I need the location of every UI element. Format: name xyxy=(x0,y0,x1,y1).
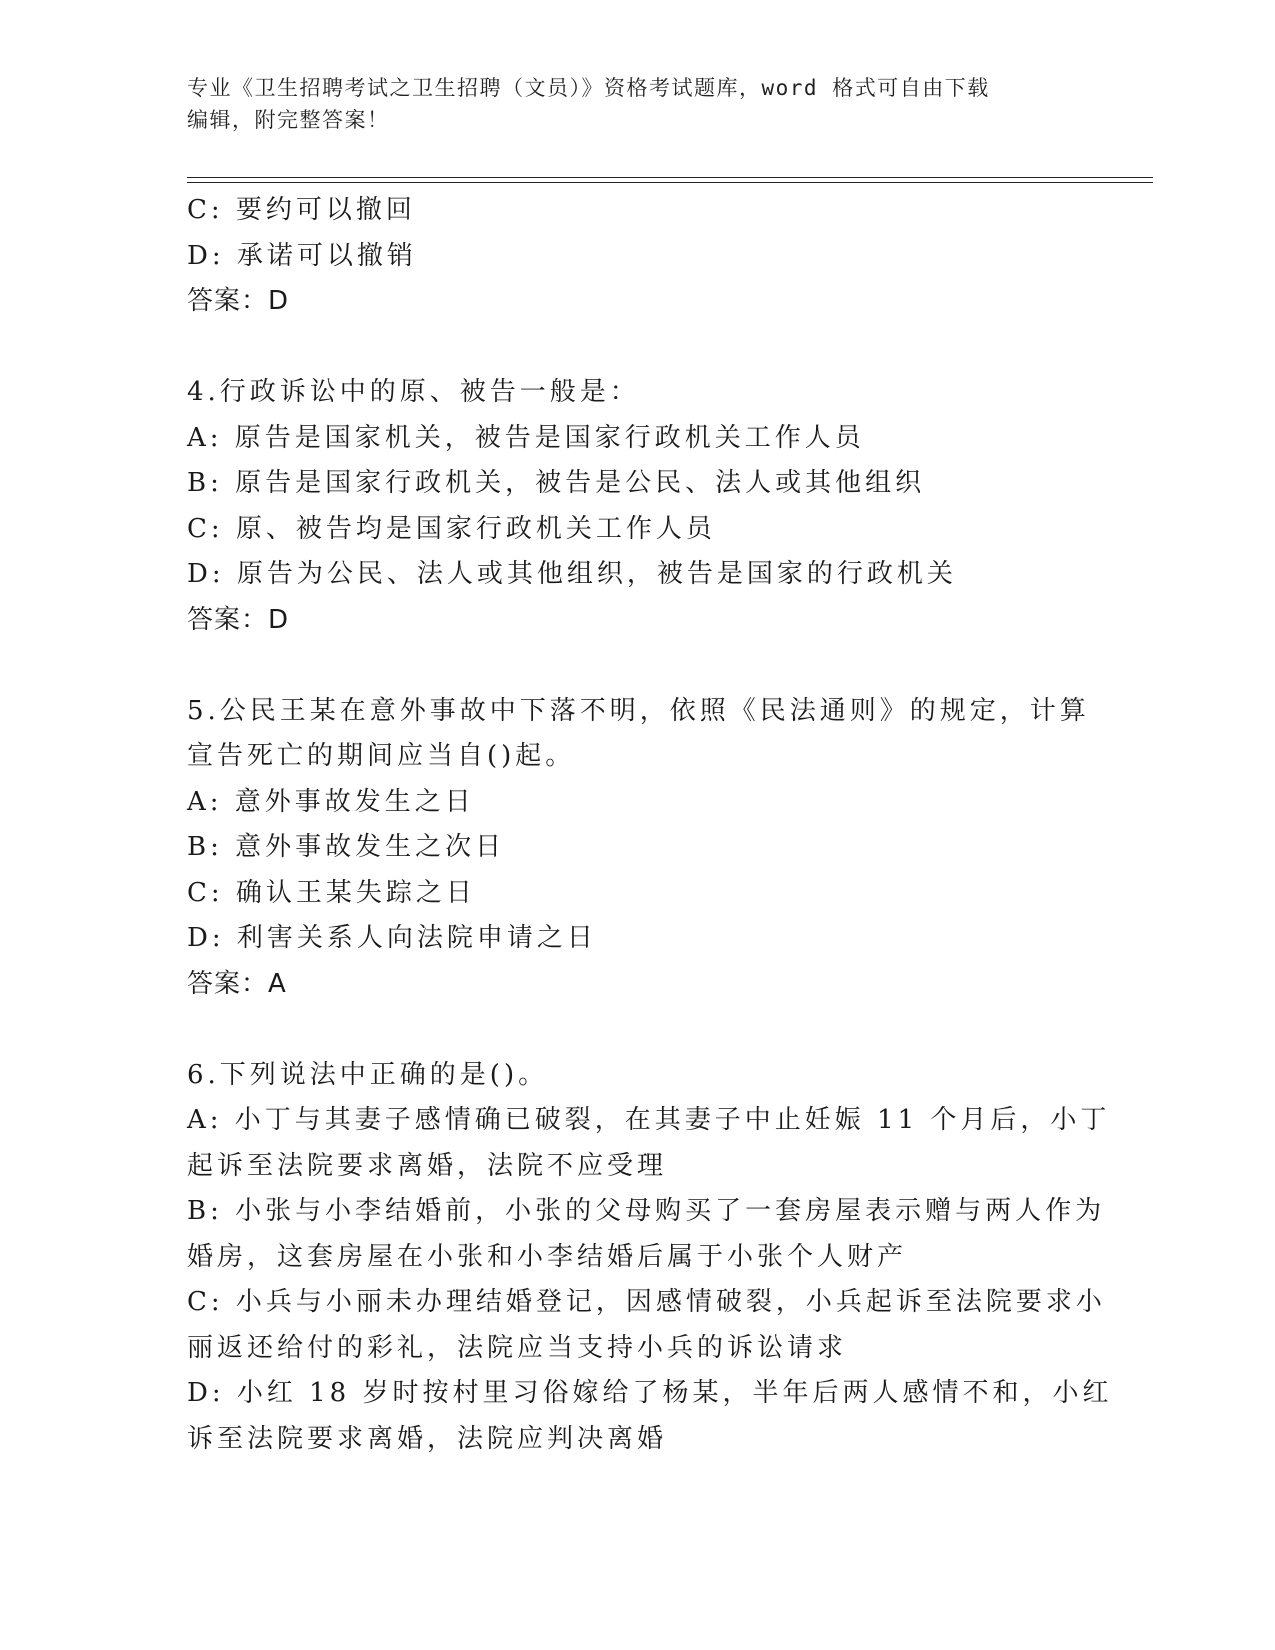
document-header xyxy=(187,72,1087,136)
option-a: A: 小丁与其妻子感情确已破裂，在其妻子中止妊娠 11 个月后，小丁 xyxy=(187,1105,1111,1135)
question-stem: 6.下列说法中正确的是()。 xyxy=(187,1059,549,1090)
option-b: B: 小张与小李结婚前，小张的父母购买了一套房屋表示赠与两人作为 xyxy=(187,1196,1106,1226)
option-d: D: 小红 18 岁时按村里习俗嫁给了杨某，半年后两人感情不和，小红 xyxy=(187,1378,1113,1408)
answer-line: 答案：A xyxy=(187,968,287,999)
question-block-4 xyxy=(187,370,1087,643)
header-line-2: 编辑，附完整答案！ xyxy=(187,108,390,132)
answer-line: 答案：D xyxy=(187,286,290,316)
option-b: B: 意外事故发生之次日 xyxy=(187,832,506,862)
option-b: B: 原告是国家行政机关，被告是公民、法人或其他组织 xyxy=(187,468,926,498)
spacer xyxy=(187,325,1087,371)
option-a: A: 原告是国家机关，被告是国家行政机关工作人员 xyxy=(187,422,865,453)
spacer xyxy=(187,1007,1087,1053)
option-a-cont: 起诉至法院要求离婚，法院不应受理 xyxy=(187,1150,668,1181)
option-d: D: 利害关系人向法院申请之日 xyxy=(187,923,597,953)
option-c: C: 确认王某失踪之日 xyxy=(187,877,476,908)
header-rule-top xyxy=(187,177,1153,178)
option-c: C: 要约可以撤回 xyxy=(187,195,416,225)
header-rule-bottom xyxy=(187,182,1153,183)
option-d-cont: 诉至法院要求离婚，法院应判决离婚 xyxy=(187,1423,668,1454)
option-b-cont: 婚房，这套房屋在小张和小李结婚后属于小张个人财产 xyxy=(187,1241,908,1272)
question-stem: 4.行政诉讼中的原、被告一般是： xyxy=(187,377,640,407)
answer-line: 答案：D xyxy=(187,604,290,635)
option-d: D: 承诺可以撤销 xyxy=(187,240,417,271)
option-c: C: 小兵与小丽未办理结婚登记，因感情破裂，小兵起诉至法院要求小 xyxy=(187,1287,1106,1317)
option-c-cont: 丽返还给付的彩礼，法院应当支持小兵的诉讼请求 xyxy=(187,1332,848,1363)
question-block-6 xyxy=(187,1053,1113,1463)
question-list xyxy=(187,188,1113,1462)
question-block-5 xyxy=(187,689,1090,1008)
header-line-1: 专业《卫生招聘考试之卫生招聘（文员）》资格考试题库，word 格式可自由下载 xyxy=(187,76,990,100)
question-stem-cont: 宣告死亡的期间应当自()起。 xyxy=(187,741,576,771)
option-c: C: 原、被告均是国家行政机关工作人员 xyxy=(187,513,716,544)
option-d: D: 原告为公民、法人或其他组织，被告是国家的行政机关 xyxy=(187,559,957,589)
option-a: A: 意外事故发生之日 xyxy=(187,786,475,817)
spacer xyxy=(187,643,1087,689)
question-block-3-tail xyxy=(187,188,1087,325)
question-stem: 5.公民王某在意外事故中下落不明，依照《民法通则》的规定，计算 xyxy=(187,695,1090,726)
